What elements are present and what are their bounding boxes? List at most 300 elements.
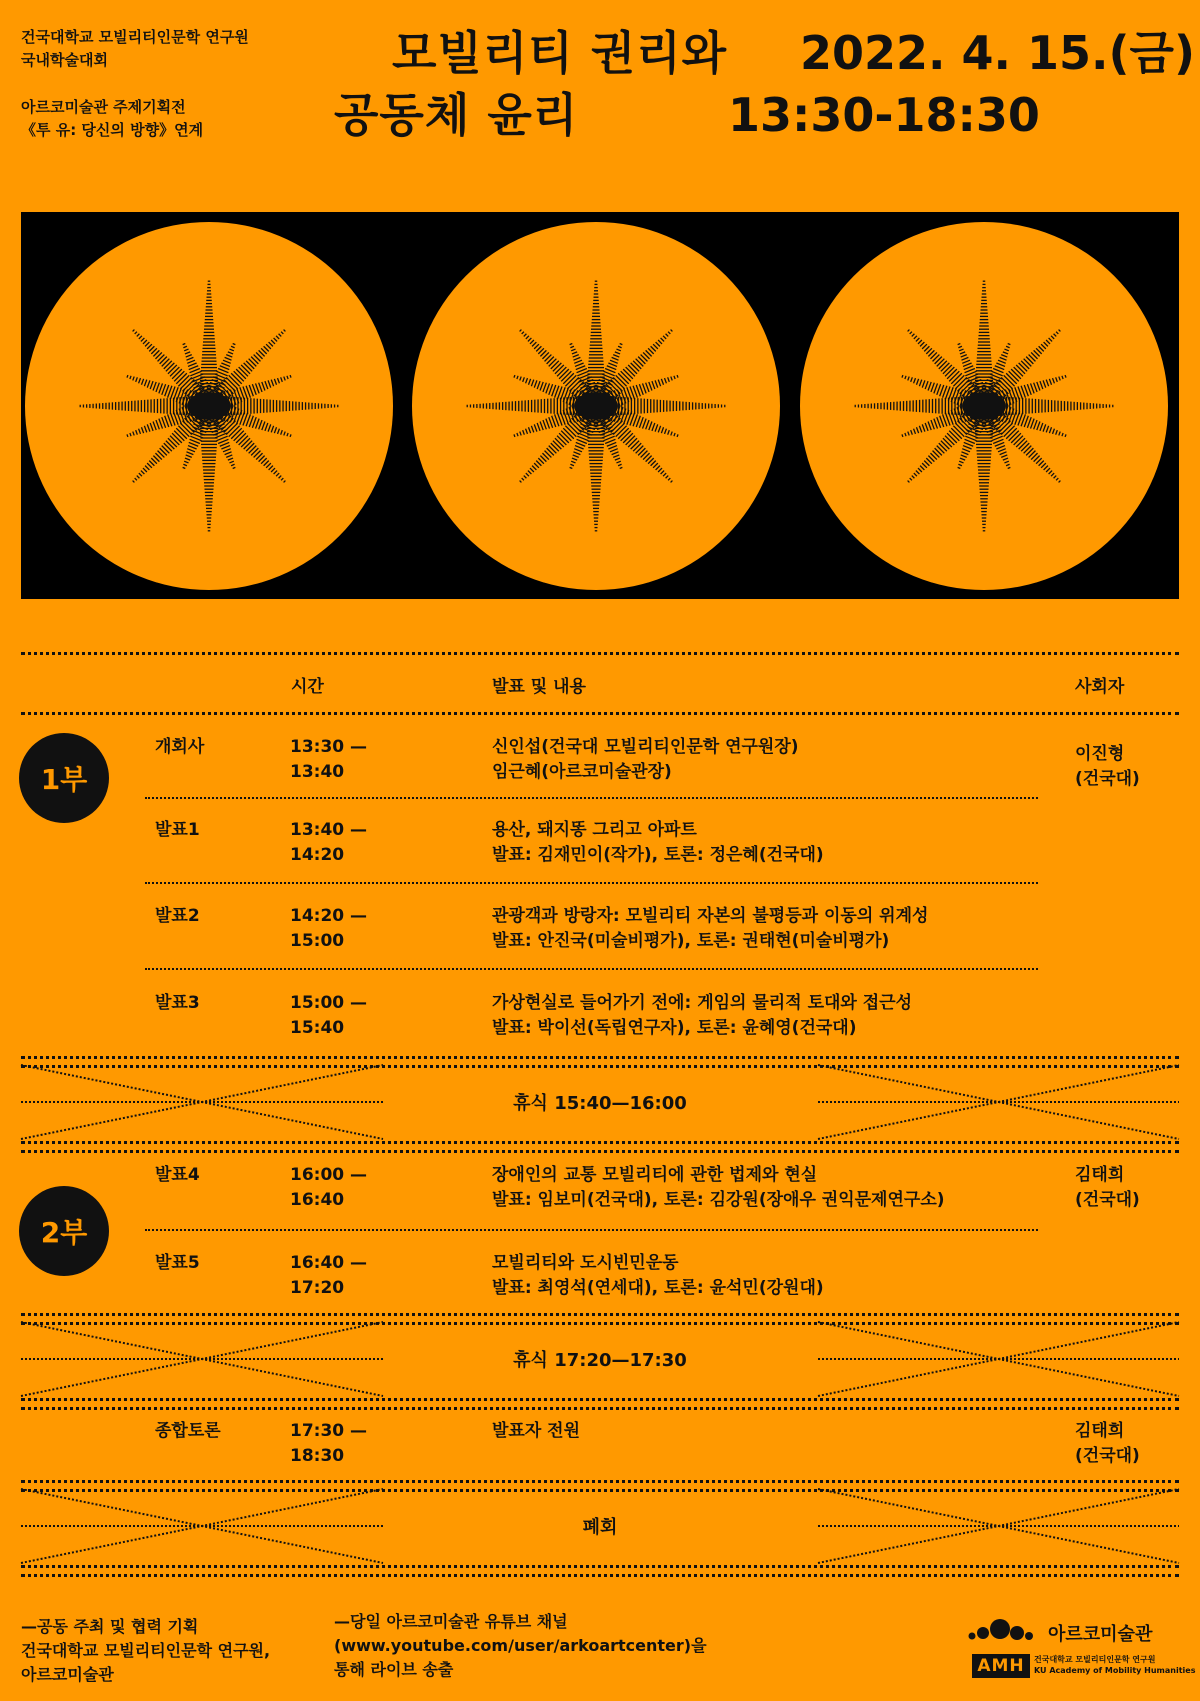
time-end: 16:40 <box>290 1190 345 1210</box>
starburst-hatch <box>559 369 569 379</box>
starburst-hatch <box>528 379 530 385</box>
starburst-hatch <box>666 476 669 479</box>
starburst-hatch <box>919 426 921 433</box>
starburst-hatch <box>1003 458 1008 460</box>
starburst-hatch <box>514 375 515 378</box>
time-start: 16:40 — <box>290 1253 368 1273</box>
starburst-hatch <box>1016 365 1025 374</box>
starburst-hatch <box>287 433 288 436</box>
starburst-hatch <box>271 468 275 472</box>
starburst-hatch <box>185 458 190 460</box>
starburst-hatch <box>276 473 279 476</box>
starburst-hatch <box>279 334 282 337</box>
session-label: 발표2 <box>155 906 200 926</box>
starburst-hatch <box>241 438 250 447</box>
starburst-hatch <box>136 430 138 435</box>
starburst-hatch <box>916 338 919 341</box>
row-divider <box>145 797 1038 799</box>
starburst-hatch <box>661 471 664 474</box>
starburst-hatch <box>534 463 539 468</box>
starburst-hatch <box>290 375 291 378</box>
starburst-hatch <box>523 377 525 382</box>
starburst-hatch <box>668 478 670 480</box>
starburst-hatch <box>1027 384 1031 395</box>
host-name: 아르코미술관 <box>21 1665 114 1684</box>
starburst-hatch <box>553 441 561 449</box>
starburst-hatch <box>941 441 949 449</box>
starburst-circle <box>412 222 780 590</box>
starburst-hatch <box>239 367 248 376</box>
starburst-hatch <box>1006 464 1010 465</box>
title-line-2: 공동체 윤리 <box>334 88 579 142</box>
starburst-hatch <box>220 442 229 446</box>
starburst-hatch <box>916 427 918 433</box>
starburst-hatch <box>1008 467 1011 468</box>
starburst-hatch <box>1004 349 1008 351</box>
session-label: 발표5 <box>155 1253 200 1273</box>
starburst-hatch <box>610 449 618 452</box>
starburst-hatch <box>1044 342 1048 346</box>
time-start: 16:00 — <box>290 1165 368 1185</box>
starburst-hatch <box>576 366 585 370</box>
moderator-name: 김태희 <box>1075 1165 1125 1185</box>
starburst-hatch <box>189 366 198 370</box>
starburst-hatch <box>137 334 140 337</box>
starburst-hatch <box>259 383 262 392</box>
starburst-hatch <box>143 340 147 344</box>
starburst-hatch <box>922 463 927 468</box>
starburst-hatch <box>928 421 931 430</box>
starburst-hatch <box>1031 419 1035 429</box>
starburst-hatch <box>532 342 536 346</box>
starburst-hatch <box>1021 361 1029 369</box>
starburst-hatch <box>653 463 658 468</box>
starburst-hatch <box>919 380 921 387</box>
starburst-hatch <box>534 380 537 387</box>
starburst-hatch <box>528 338 531 341</box>
starburst-hatch <box>557 367 566 376</box>
starburst-hatch <box>570 346 574 347</box>
starburst-hatch <box>517 376 518 379</box>
starburst-circle <box>800 222 1168 590</box>
starburst-hatch <box>618 346 622 347</box>
session-time <box>290 991 367 1041</box>
starburst-hatch <box>920 342 924 346</box>
starburst-hatch <box>549 384 553 395</box>
starburst-hatch <box>555 438 564 447</box>
starburst-hatch <box>523 430 525 435</box>
content-line: 신인섭(건국대 모빌리티인문학 연구원장) <box>492 737 799 757</box>
starburst-hatch <box>616 349 620 351</box>
starburst-hatch <box>561 371 571 381</box>
exhibition-text <box>21 96 203 142</box>
starburst-hatch <box>520 432 521 436</box>
starburst-hatch <box>553 363 561 371</box>
row-divider <box>145 882 1038 884</box>
starburst-hatch <box>905 376 906 379</box>
moderator-affiliation: (건국대) <box>1075 1190 1140 1210</box>
starburst-hatch <box>658 340 662 344</box>
starburst-hatch <box>996 446 1005 449</box>
starburst-hatch <box>188 446 197 449</box>
starburst-hatch <box>633 443 641 451</box>
host-name: 건국대학교 모빌리티인문학 연구원, <box>21 1641 271 1660</box>
starburst-hatch <box>139 473 142 476</box>
starburst-hatch <box>628 365 637 374</box>
starburst-hatch <box>924 346 929 351</box>
starburst-hatch <box>575 363 584 366</box>
starburst-hatch <box>937 384 941 395</box>
starburst-hatch <box>520 330 522 332</box>
starburst-hatch <box>626 436 635 445</box>
starburst-hatch <box>963 446 972 449</box>
starburst-hatch <box>259 420 262 429</box>
starburst-hatch <box>274 338 277 341</box>
starburst-hatch <box>530 340 534 344</box>
closing-ceremony-label: 폐회 <box>582 1517 618 1538</box>
starburst-hatch <box>551 361 559 369</box>
starburst-hatch <box>947 369 957 379</box>
starburst-hatch <box>133 481 135 483</box>
starburst-hatch <box>1049 338 1052 341</box>
starburst-hatch <box>1004 461 1008 463</box>
starburst-hatch <box>651 346 656 351</box>
starburst-hatch <box>631 441 639 449</box>
starburst-hatch <box>284 377 285 381</box>
starburst-hatch <box>145 466 149 470</box>
starburst-circle <box>25 222 393 590</box>
starburst-hatch <box>1046 340 1050 344</box>
starburst-hatch <box>905 433 906 436</box>
starburst-hatch <box>184 461 188 463</box>
starburst-hatch <box>674 376 675 379</box>
content-line: 발표: 임보미(건국대), 토론: 김강원(장애우 권익문제연구소) <box>492 1190 945 1210</box>
starburst-hatch <box>141 338 144 341</box>
starburst-hatch <box>252 384 256 395</box>
starburst-hatch <box>537 381 540 389</box>
starburst-hatch <box>234 371 244 381</box>
starburst-hatch <box>960 352 965 354</box>
time-end: 18:30 <box>290 1446 345 1466</box>
amh-logo-text <box>1034 1654 1195 1676</box>
session-content <box>492 818 824 868</box>
starburst-hatch <box>186 452 193 455</box>
starburst-hatch <box>252 417 256 428</box>
starburst-hatch <box>925 423 928 431</box>
starburst-hatch <box>135 332 137 334</box>
starburst-hatch <box>1039 346 1044 351</box>
time-end: 15:00 <box>290 931 345 951</box>
starburst-hatch <box>284 432 285 436</box>
time-start: 15:00 — <box>290 993 368 1013</box>
starburst-hatch <box>620 344 623 345</box>
starburst-hatch <box>945 436 954 445</box>
starburst-hatch <box>910 332 912 334</box>
starburst-hatch <box>902 375 903 378</box>
starburst-hatch <box>1056 332 1058 334</box>
starburst-hatch <box>1000 357 1007 360</box>
starburst-hatch <box>934 419 938 429</box>
starburst-hatch <box>221 363 230 366</box>
starburst-hatch <box>536 346 541 351</box>
starburst-hatch <box>284 330 286 332</box>
starburst-hatch <box>911 377 913 382</box>
starburst-hatch <box>1056 377 1058 382</box>
starburst-hatch <box>653 344 658 349</box>
starburst-hatch <box>266 344 271 349</box>
session-time <box>290 1251 367 1301</box>
starburst-hatch <box>256 419 260 429</box>
starburst-hatch <box>663 473 666 476</box>
starburst-hatch <box>534 344 539 349</box>
starburst-hatch <box>943 365 952 374</box>
starburst-hatch <box>576 442 585 446</box>
break-row <box>0 1063 1200 1141</box>
starburst-hatch <box>1008 344 1011 345</box>
starburst-hatch <box>139 429 141 434</box>
starburst-hatch <box>1049 427 1051 433</box>
starburst-core <box>962 392 1006 420</box>
session-content <box>492 735 799 785</box>
starburst-hatch <box>918 468 922 472</box>
starburst-hatch <box>133 330 135 332</box>
starburst-hatch <box>517 433 518 436</box>
event-time: 13:30-18:30 <box>728 88 1040 142</box>
starburst-hatch <box>615 458 620 460</box>
starburst-hatch <box>256 383 260 393</box>
starburst-hatch <box>998 449 1006 452</box>
starburst-hatch <box>995 442 1004 446</box>
starburst-hatch <box>133 377 134 381</box>
starburst-hatch <box>628 438 637 447</box>
starburst-hatch <box>546 383 550 393</box>
starburst-hatch <box>961 455 967 457</box>
title-line-1: 모빌리티 권리와 <box>392 26 728 80</box>
starburst-hatch <box>130 433 131 436</box>
starburst-hatch <box>226 455 232 457</box>
starburst-hatch <box>229 349 233 351</box>
session-content: 발표자 전원 <box>492 1421 581 1441</box>
starburst-hatch <box>551 443 559 451</box>
starburst-hatch <box>170 436 179 445</box>
starburst-hatch <box>1039 461 1044 466</box>
starburst-hatch <box>278 378 280 383</box>
starburst-hatch <box>964 442 973 446</box>
starburst-hatch <box>646 383 649 392</box>
starburst-hatch <box>1016 438 1025 447</box>
part-1-moderator <box>1075 742 1140 792</box>
starburst-hatch <box>549 417 553 428</box>
starburst-hatch <box>656 342 660 346</box>
starburst-hatch <box>661 427 663 433</box>
starburst-hatch <box>559 433 569 443</box>
starburst-hatch <box>652 423 655 431</box>
starburst-hatch <box>540 421 543 430</box>
starburst-hatch <box>960 458 965 460</box>
starburst-hatch <box>949 431 959 441</box>
starburst-hatch <box>1059 330 1061 332</box>
starburst-hatch <box>265 381 268 389</box>
starburst-hatch <box>616 461 620 463</box>
time-start: 14:20 — <box>290 906 368 926</box>
starburst-hatch <box>658 380 660 387</box>
starburst-hatch <box>546 419 550 429</box>
starburst-hatch <box>159 419 163 429</box>
starburst-hatch <box>1000 452 1007 455</box>
starburst-hatch <box>639 384 643 395</box>
starburst-hatch <box>958 344 961 345</box>
content-line: 발표: 박이선(독립연구자), 토론: 윤혜영(건국대) <box>492 1018 857 1038</box>
starburst-hatch <box>187 360 195 363</box>
row-divider <box>145 968 1038 970</box>
session-content <box>492 904 928 954</box>
starburst-hatch <box>656 466 660 470</box>
starburst-hatch <box>958 464 962 465</box>
starburst-hatch <box>607 442 616 446</box>
starburst-hatch <box>271 340 275 344</box>
starburst-hatch <box>626 367 635 376</box>
starburst-hatch <box>228 458 233 460</box>
divider <box>21 1141 1179 1153</box>
stream-note: 통해 라이브 송출 <box>334 1660 454 1679</box>
starburst-hatch <box>281 377 283 382</box>
break-row <box>0 1487 1200 1565</box>
session-time <box>290 818 367 868</box>
session-label: 종합토론 <box>155 1421 221 1441</box>
starburst-hatch <box>1044 466 1048 470</box>
starburst-hatch <box>668 377 670 382</box>
starburst-hatch <box>671 481 673 483</box>
starburst-hatch <box>918 340 922 344</box>
time-start: 13:40 — <box>290 820 368 840</box>
starburst-hatch <box>281 430 283 435</box>
time-start: 17:30 — <box>290 1421 368 1441</box>
starburst-hatch <box>189 442 198 446</box>
starburst-hatch <box>1054 334 1057 337</box>
starburst-hatch <box>643 383 647 393</box>
starburst-hatch <box>147 424 150 431</box>
starburst-hatch <box>671 432 672 436</box>
starburst-hatch <box>1034 420 1037 429</box>
starburst-hatch <box>613 355 619 357</box>
closing-moderator <box>1075 1419 1140 1469</box>
starburst-hatch <box>902 434 903 437</box>
starburst-hatch <box>570 467 573 468</box>
starburst-hatch <box>522 332 524 334</box>
starburst-hatch <box>236 433 246 443</box>
starburst-hatch <box>233 467 236 468</box>
starburst-hatch <box>268 424 271 431</box>
starburst-hatch <box>621 371 631 381</box>
starburst-hatch <box>996 363 1005 366</box>
starburst-hatch <box>621 431 631 441</box>
session-label: 발표1 <box>155 820 200 840</box>
starburst-hatch <box>156 420 159 429</box>
event-type-line: 국내학술대회 <box>21 51 108 69</box>
starburst-hatch <box>269 466 273 470</box>
session-time <box>290 1419 367 1469</box>
starburst-hatch <box>168 365 177 374</box>
starburst-hatch <box>1059 377 1060 381</box>
starburst-hatch <box>150 423 153 431</box>
starburst-hatch <box>925 381 928 389</box>
starburst-hatch <box>914 473 917 476</box>
starburst-core <box>187 392 231 420</box>
starburst-hatch <box>143 468 147 472</box>
starburst-hatch <box>522 478 524 480</box>
starburst-hatch <box>1001 455 1007 457</box>
content-line: 모빌리티와 도시빈민운동 <box>492 1253 679 1273</box>
starburst-hatch <box>959 461 963 463</box>
starburst-hatch <box>661 379 663 385</box>
starburst-hatch <box>618 464 622 465</box>
starburst-hatch <box>223 360 231 363</box>
starburst-hatch <box>514 434 515 437</box>
starburst-hatch <box>221 446 230 449</box>
time-end: 15:40 <box>290 1018 345 1038</box>
starburst-hatch <box>572 458 577 460</box>
starburst-hatch <box>223 449 231 452</box>
starburst-hatch <box>228 352 233 354</box>
starburst-hatch <box>231 464 235 465</box>
starburst-hatch <box>244 441 252 449</box>
starburst-hatch <box>665 429 667 434</box>
starburst-hatch <box>677 375 678 378</box>
starburst-hatch <box>184 349 188 351</box>
starburst-hatch <box>945 367 954 376</box>
arko-logo <box>966 1616 1166 1646</box>
starburst-hatch <box>170 367 179 376</box>
starburst-hatch <box>572 352 577 354</box>
starburst-hatch <box>610 360 618 363</box>
starburst-hatch <box>571 461 575 463</box>
starburst-hatch <box>1009 431 1019 441</box>
starburst-hatch <box>620 467 623 468</box>
starburst-hatch <box>186 357 193 360</box>
starburst-hatch <box>666 334 669 337</box>
starburst-hatch <box>144 380 146 387</box>
starburst-hatch <box>959 349 963 351</box>
starburst-hatch <box>271 380 273 387</box>
starburst-hatch <box>281 332 283 334</box>
starburst-hatch <box>287 376 288 379</box>
content-line: 임근혜(아르코미술관장) <box>492 762 672 782</box>
starburst-hatch <box>145 342 149 346</box>
starburst-hatch <box>671 330 673 332</box>
organizer-line: 건국대학교 모빌리티인문학 연구원 <box>21 28 249 46</box>
starburst-hatch <box>244 363 252 371</box>
starburst-hatch <box>995 366 1004 370</box>
starburst-hatch <box>168 438 177 447</box>
starburst-hatch <box>924 461 929 466</box>
starburst-hatch <box>649 382 652 391</box>
starburst-hatch <box>269 342 273 346</box>
starburst-hatch <box>231 346 235 347</box>
starburst-hatch <box>139 378 141 383</box>
starburst-hatch <box>573 355 579 357</box>
starburst-hatch <box>963 363 972 366</box>
starburst-hatch <box>266 463 271 468</box>
starburst-hatch <box>279 476 282 479</box>
divider <box>21 1398 1179 1410</box>
starburst-hatch <box>534 424 537 431</box>
starburst-hatch <box>914 336 917 339</box>
content-line: 가상현실로 들어가기 전에: 게임의 물리적 토대와 접근성 <box>492 993 913 1013</box>
starburst-hatch <box>246 443 254 451</box>
starburst-hatch <box>174 431 184 441</box>
arko-logo-text: 아르코미술관 <box>1048 1624 1153 1645</box>
row-divider <box>145 1229 1038 1231</box>
